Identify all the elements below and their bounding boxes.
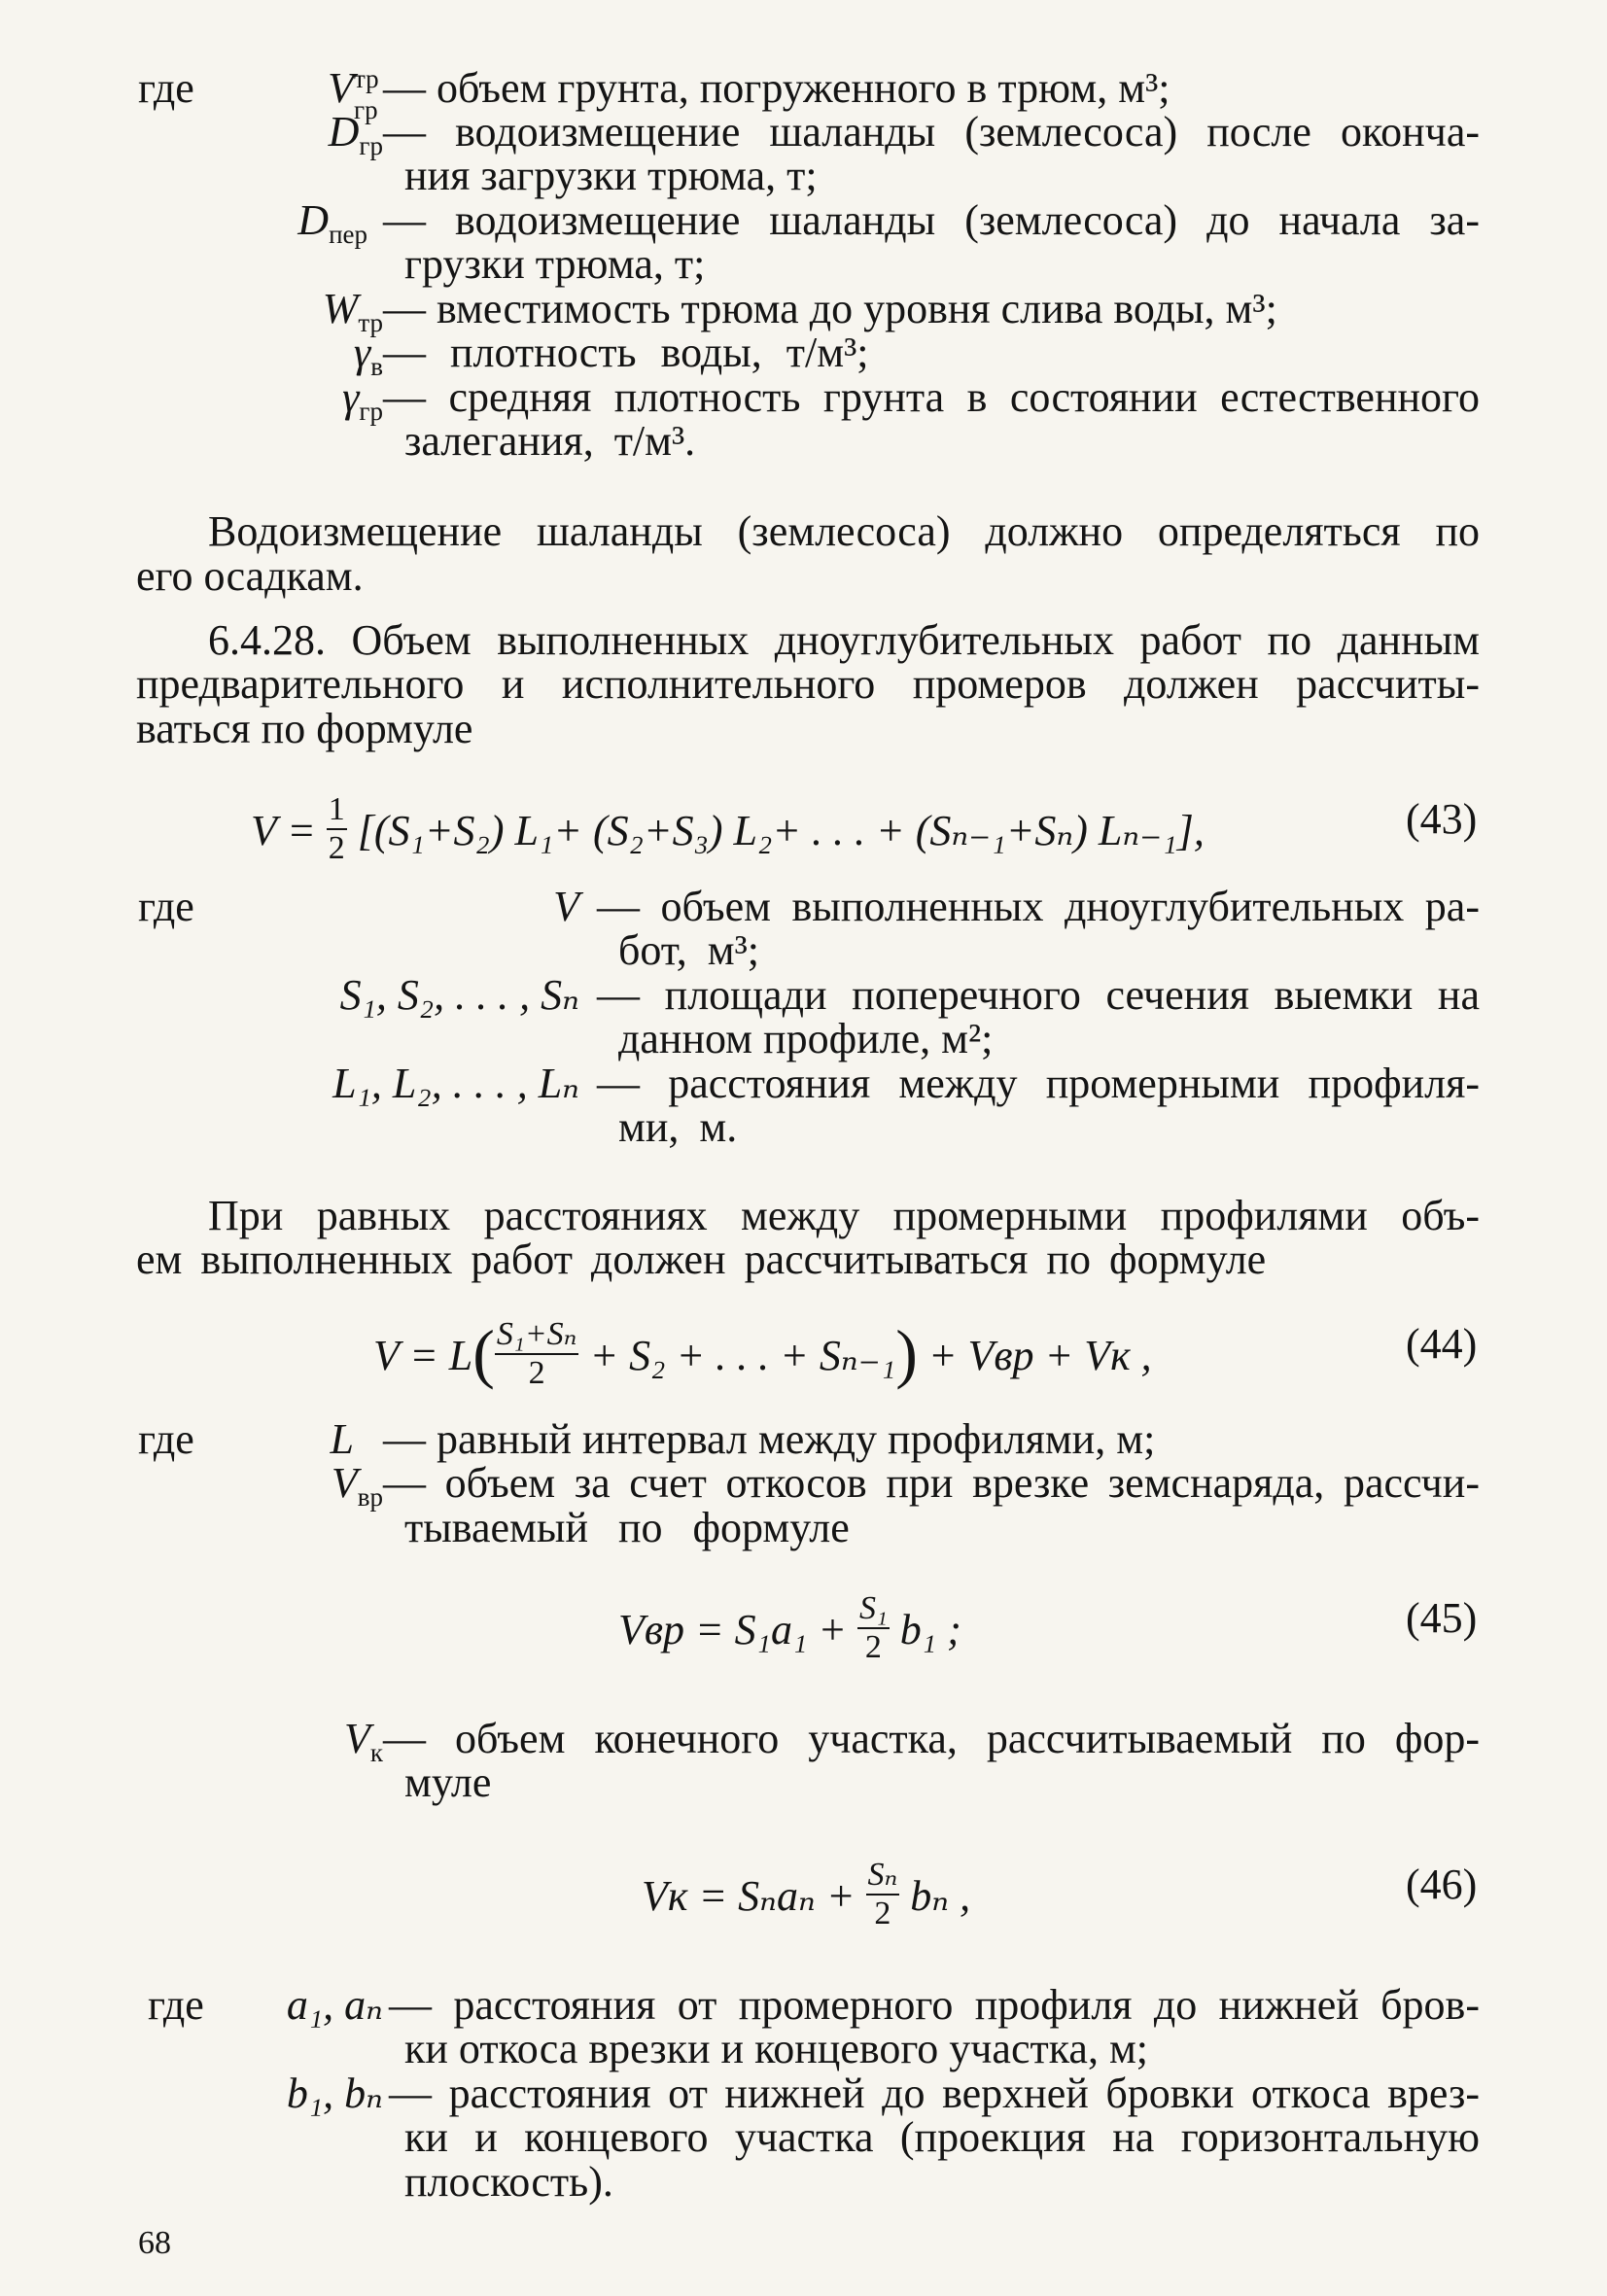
symbol-v-gr: V тр гр: [328, 64, 379, 124]
def-a-line-1: — расстояния от промерного профиля до нижней бров-: [389, 1981, 1480, 2029]
equation-45-number: (45): [1406, 1594, 1478, 1642]
equation-45: Vвр = S₁a₁ + $\frac{\text{S₁}}{2}$ b₁ ;: [618, 1590, 961, 1665]
symbol-l: L: [330, 1415, 354, 1463]
def-l-line-1: — расстояния между промерными профиля-: [597, 1060, 1480, 1107]
def-l-interval-line: — равный интервал между профилями, м;: [383, 1415, 1156, 1463]
def-a-line-2: ки откоса врезки и концевого участка, м;: [404, 2025, 1149, 2072]
symbol-d-gr: $D_{гр}$: [328, 108, 383, 160]
paragraph-2-line-3: ваться по формуле: [136, 705, 473, 752]
paragraph-1-line-2: его осадкам.: [136, 552, 364, 600]
def-d-per-line-1: — водоизмещение шаланды (землесоса) до начала за-: [383, 196, 1480, 244]
def-v-vr-line-2: тываемый по формуле: [404, 1504, 850, 1551]
def-v-k-line-1: — объем конечного участка, рассчитываемый по фор-: [383, 1715, 1480, 1762]
paragraph-2-line-1: 6.4.28. Объем выполненных дноуглубительных работ по данным: [208, 616, 1480, 664]
def-d-per-line-2: грузки трюма, т;: [404, 240, 706, 288]
paragraph-3-line-2: ем выполненных работ должен рассчитываться по формуле: [136, 1235, 1267, 1283]
def-b-line-3: плоскость).: [404, 2158, 613, 2206]
def-v-vr-line-1: — объем за счет откосов при врезке земснаряда, рассчи-: [383, 1459, 1480, 1507]
where-label-4: где: [148, 1981, 204, 2029]
symbol-s-list: S₁, S₂, . . . , Sₙ: [339, 971, 579, 1019]
def-d-gr-line-2: ния загрузки трюма, т;: [404, 152, 818, 199]
page-number: 68: [138, 2225, 171, 2261]
paragraph-2-line-2: предварительного и исполнительного промеров должен рассчиты-: [136, 660, 1480, 708]
def-gamma-gr-line-2: залегания, т/м³.: [404, 417, 696, 465]
symbol-v-k: $V_к$: [343, 1715, 383, 1767]
symbol-a: a₁, aₙ: [286, 1981, 383, 2029]
def-b-line-2: ки и концевого участка (проекция на горизонтальную: [404, 2113, 1480, 2161]
where-label-3: где: [138, 1415, 194, 1463]
def-v-line-1: — объем выполненных дноуглубительных ра-: [597, 883, 1480, 930]
equation-44-number: (44): [1406, 1320, 1478, 1368]
symbol-d-per: $D_{пер}$: [297, 196, 367, 249]
equation-43-number: (43): [1406, 795, 1478, 843]
def-v-gr-line: — объем грунта, погруженного в трюм, м³;: [383, 64, 1170, 112]
symbol-w-tr: $W_{тр}$: [322, 285, 383, 337]
def-s-line-2: данном профиле, м²;: [618, 1015, 994, 1062]
symbol-v-vr: $V_{вр}$: [331, 1459, 383, 1512]
paragraph-3-line-1: При равных расстояниях между промерными профилями объ-: [208, 1192, 1480, 1239]
def-v-line-2: бот, м³;: [618, 926, 759, 974]
def-v-k-line-2: муле: [404, 1758, 492, 1806]
where-label: где: [138, 64, 194, 112]
paragraph-1-line-1: Водоизмещение шаланды (землесоса) должно определяться по: [208, 507, 1480, 555]
symbol-gamma-v: $\gamma_в$: [353, 329, 383, 381]
equation-43: V = $\frac{1}{2}$ [(S₁+S₂) L₁+ (S₂+S₃) L₂+ . . . + (Sₙ₋₁+Sₙ) Lₙ₋₁],: [251, 791, 1205, 866]
def-w-tr-line: — вместимость трюма до уровня слива воды, м³;: [383, 285, 1277, 332]
symbol-gamma-gr: $\gamma_{гр}$: [342, 373, 383, 426]
equation-46-number: (46): [1406, 1861, 1478, 1908]
def-gamma-v-line: — плотность воды, т/м³;: [383, 329, 869, 376]
equation-44: V = L( $\frac{\text{S₁+Sₙ}}{2}$ + S₂ + . . . + Sₙ₋₁) + Vвр + Vк ,: [373, 1316, 1152, 1391]
def-l-line-2: ми, м.: [618, 1103, 738, 1151]
def-s-line-1: — площади поперечного сечения выемки на: [597, 971, 1480, 1019]
symbol-b: b₁, bₙ: [286, 2070, 383, 2117]
def-d-gr-line-1: — водоизмещение шаланды (землесоса) после оконча-: [383, 108, 1480, 156]
symbol-v: V: [553, 883, 579, 930]
where-label-2: где: [138, 883, 194, 930]
symbol-l-list: L₁, L₂, . . . , Lₙ: [332, 1060, 579, 1107]
def-b-line-1: — расстояния от нижней до верхней бровки откоса врез-: [389, 2070, 1480, 2117]
equation-46: Vк = Sₙaₙ + $\frac{\text{Sₙ}}{2}$ bₙ ,: [642, 1857, 971, 1931]
def-gamma-gr-line-1: — средняя плотность грунта в состоянии естественного: [383, 373, 1480, 421]
